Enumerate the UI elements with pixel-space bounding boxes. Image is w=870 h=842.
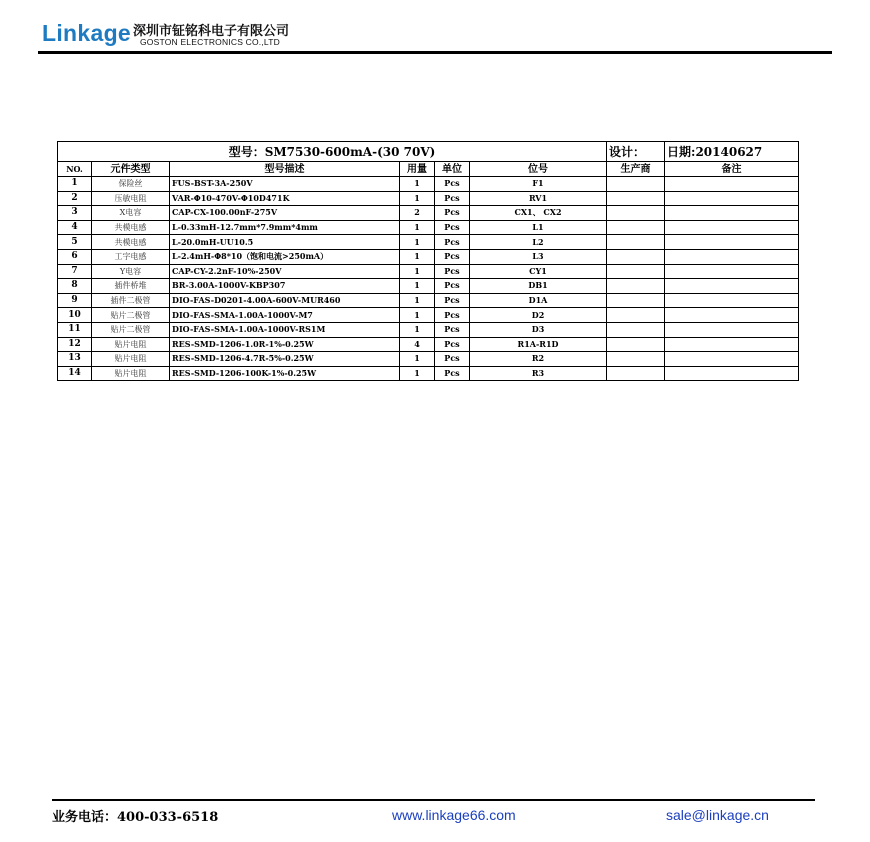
remarks-cell: [665, 191, 799, 206]
design-label: 设计：: [607, 142, 665, 162]
model-description-cell: RES-SMD-1206-4.7R-5%-0.25W: [170, 352, 400, 367]
quantity-cell: 1: [400, 352, 435, 367]
remarks-cell: [665, 366, 799, 381]
table-row: [58, 191, 799, 206]
company-name-english: GOSTON ELECTRONICS CO.,LTD: [140, 37, 280, 47]
manufacturer-cell: [607, 352, 665, 367]
bom-table: [57, 141, 799, 381]
table-row: [58, 279, 799, 294]
manufacturer-cell: [607, 308, 665, 323]
quantity-cell: 1: [400, 235, 435, 250]
date-label: 日期:20140627: [665, 142, 799, 162]
component-type-cell: 压敏电阻: [92, 191, 170, 206]
quantity-cell: 1: [400, 308, 435, 323]
quantity-cell: 2: [400, 206, 435, 221]
table-row: [58, 322, 799, 337]
component-type-cell: 插件二极管: [92, 293, 170, 308]
manufacturer-cell: [607, 322, 665, 337]
remarks-cell: [665, 308, 799, 323]
header-no: NO.: [58, 162, 92, 177]
designator-cell: L2: [470, 235, 607, 250]
row-number-cell: 9: [58, 293, 92, 308]
row-number-cell: 14: [58, 366, 92, 381]
header-unit: 单位: [435, 162, 470, 177]
designator-cell: L3: [470, 249, 607, 264]
unit-cell: Pcs: [435, 235, 470, 250]
table-row: [58, 249, 799, 264]
designator-cell: D2: [470, 308, 607, 323]
model-description-cell: FUS-BST-3A-250V: [170, 177, 400, 192]
table-row: [58, 206, 799, 221]
table-header-row: [58, 162, 799, 177]
manufacturer-cell: [607, 220, 665, 235]
company-name-chinese: 深圳市钲铭科电子有限公司: [133, 24, 290, 39]
quantity-cell: 1: [400, 220, 435, 235]
row-number-cell: 3: [58, 206, 92, 221]
component-type-cell: 贴片电阻: [92, 366, 170, 381]
quantity-cell: 1: [400, 366, 435, 381]
designator-cell: DB1: [470, 279, 607, 294]
row-number-cell: 1: [58, 177, 92, 192]
remarks-cell: [665, 264, 799, 279]
manufacturer-cell: [607, 366, 665, 381]
unit-cell: Pcs: [435, 206, 470, 221]
remarks-cell: [665, 293, 799, 308]
component-type-cell: 共模电感: [92, 235, 170, 250]
component-type-cell: 保险丝: [92, 177, 170, 192]
table-row: [58, 264, 799, 279]
model-description-cell: DIO-FAS-SMA-1.00A-1000V-RS1M: [170, 322, 400, 337]
table-row: [58, 337, 799, 352]
quantity-cell: 1: [400, 191, 435, 206]
quantity-cell: 4: [400, 337, 435, 352]
header-component-type: 元件类型: [92, 162, 170, 177]
designator-cell: L1: [470, 220, 607, 235]
manufacturer-cell: [607, 293, 665, 308]
manufacturer-cell: [607, 337, 665, 352]
manufacturer-cell: [607, 279, 665, 294]
model-description-cell: RES-SMD-1206-1.0R-1%-0.25W: [170, 337, 400, 352]
designator-cell: CY1: [470, 264, 607, 279]
component-type-cell: 贴片电阻: [92, 337, 170, 352]
manufacturer-cell: [607, 191, 665, 206]
quantity-cell: 1: [400, 177, 435, 192]
remarks-cell: [665, 249, 799, 264]
unit-cell: Pcs: [435, 264, 470, 279]
unit-cell: Pcs: [435, 220, 470, 235]
header-designator: 位号: [470, 162, 607, 177]
designator-cell: D1A: [470, 293, 607, 308]
component-type-cell: 插件桥堆: [92, 279, 170, 294]
remarks-cell: [665, 337, 799, 352]
unit-cell: Pcs: [435, 366, 470, 381]
row-number-cell: 4: [58, 220, 92, 235]
unit-cell: Pcs: [435, 279, 470, 294]
manufacturer-cell: [607, 235, 665, 250]
table-title-row: [58, 142, 799, 162]
model-description-cell: BR-3.00A-1000V-KBP307: [170, 279, 400, 294]
model-description-cell: L-20.0mH-UU10.5: [170, 235, 400, 250]
table-row: [58, 220, 799, 235]
component-type-cell: 贴片二极管: [92, 308, 170, 323]
header-remarks: 备注: [665, 162, 799, 177]
model-description-cell: RES-SMD-1206-100K-1%-0.25W: [170, 366, 400, 381]
header-divider: [38, 51, 832, 54]
row-number-cell: 13: [58, 352, 92, 367]
footer-divider: [52, 799, 815, 801]
remarks-cell: [665, 235, 799, 250]
designator-cell: D3: [470, 322, 607, 337]
quantity-cell: 1: [400, 322, 435, 337]
row-number-cell: 8: [58, 279, 92, 294]
designator-cell: F1: [470, 177, 607, 192]
remarks-cell: [665, 206, 799, 221]
designator-cell: RV1: [470, 191, 607, 206]
row-number-cell: 11: [58, 322, 92, 337]
component-type-cell: Y电容: [92, 264, 170, 279]
model-title: 型号：SM7530-600mA-(30 70V): [58, 142, 607, 162]
unit-cell: Pcs: [435, 308, 470, 323]
unit-cell: Pcs: [435, 293, 470, 308]
model-description-cell: CAP-CX-100.00nF-275V: [170, 206, 400, 221]
table-row: [58, 366, 799, 381]
model-description-cell: DIO-FAS-D0201-4.00A-600V-MUR460: [170, 293, 400, 308]
header-model-description: 型号描述: [170, 162, 400, 177]
unit-cell: Pcs: [435, 249, 470, 264]
model-description-cell: CAP-CY-2.2nF-10%-250V: [170, 264, 400, 279]
quantity-cell: 1: [400, 264, 435, 279]
unit-cell: Pcs: [435, 337, 470, 352]
quantity-cell: 1: [400, 249, 435, 264]
component-type-cell: 共模电感: [92, 220, 170, 235]
table-row: [58, 235, 799, 250]
company-logo: Linkage: [42, 20, 132, 46]
manufacturer-cell: [607, 264, 665, 279]
table-row: [58, 352, 799, 367]
page-footer: [52, 806, 822, 828]
unit-cell: Pcs: [435, 191, 470, 206]
row-number-cell: 2: [58, 191, 92, 206]
footer-phone: 业务电话：400-033-6518: [52, 810, 219, 825]
table-row: [58, 293, 799, 308]
manufacturer-cell: [607, 206, 665, 221]
unit-cell: Pcs: [435, 177, 470, 192]
table-row: [58, 177, 799, 192]
table-row: [58, 308, 799, 323]
row-number-cell: 5: [58, 235, 92, 250]
footer-email-link[interactable]: sale@linkage.cn: [666, 807, 769, 823]
remarks-cell: [665, 352, 799, 367]
row-number-cell: 6: [58, 249, 92, 264]
remarks-cell: [665, 220, 799, 235]
component-type-cell: 贴片电阻: [92, 352, 170, 367]
manufacturer-cell: [607, 177, 665, 192]
manufacturer-cell: [607, 249, 665, 264]
component-type-cell: 工字电感: [92, 249, 170, 264]
unit-cell: Pcs: [435, 352, 470, 367]
remarks-cell: [665, 177, 799, 192]
header-quantity: 用量: [400, 162, 435, 177]
model-description-cell: VAR-Φ10-470V-Φ10D471K: [170, 191, 400, 206]
model-description-cell: L-2.4mH-Φ8*10（饱和电流>250mA）: [170, 249, 400, 264]
component-type-cell: X电容: [92, 206, 170, 221]
quantity-cell: 1: [400, 293, 435, 308]
designator-cell: R1A-R1D: [470, 337, 607, 352]
designator-cell: R3: [470, 366, 607, 381]
model-description-cell: DIO-FAS-SMA-1.00A-1000V-M7: [170, 308, 400, 323]
header-manufacturer: 生产商: [607, 162, 665, 177]
designator-cell: CX1、 CX2: [470, 206, 607, 221]
remarks-cell: [665, 322, 799, 337]
designator-cell: R2: [470, 352, 607, 367]
footer-website-link[interactable]: www.linkage66.com: [392, 807, 516, 823]
row-number-cell: 10: [58, 308, 92, 323]
remarks-cell: [665, 279, 799, 294]
model-description-cell: L-0.33mH-12.7mm*7.9mm*4mm: [170, 220, 400, 235]
unit-cell: Pcs: [435, 322, 470, 337]
component-type-cell: 贴片二极管: [92, 322, 170, 337]
quantity-cell: 1: [400, 279, 435, 294]
row-number-cell: 7: [58, 264, 92, 279]
row-number-cell: 12: [58, 337, 92, 352]
